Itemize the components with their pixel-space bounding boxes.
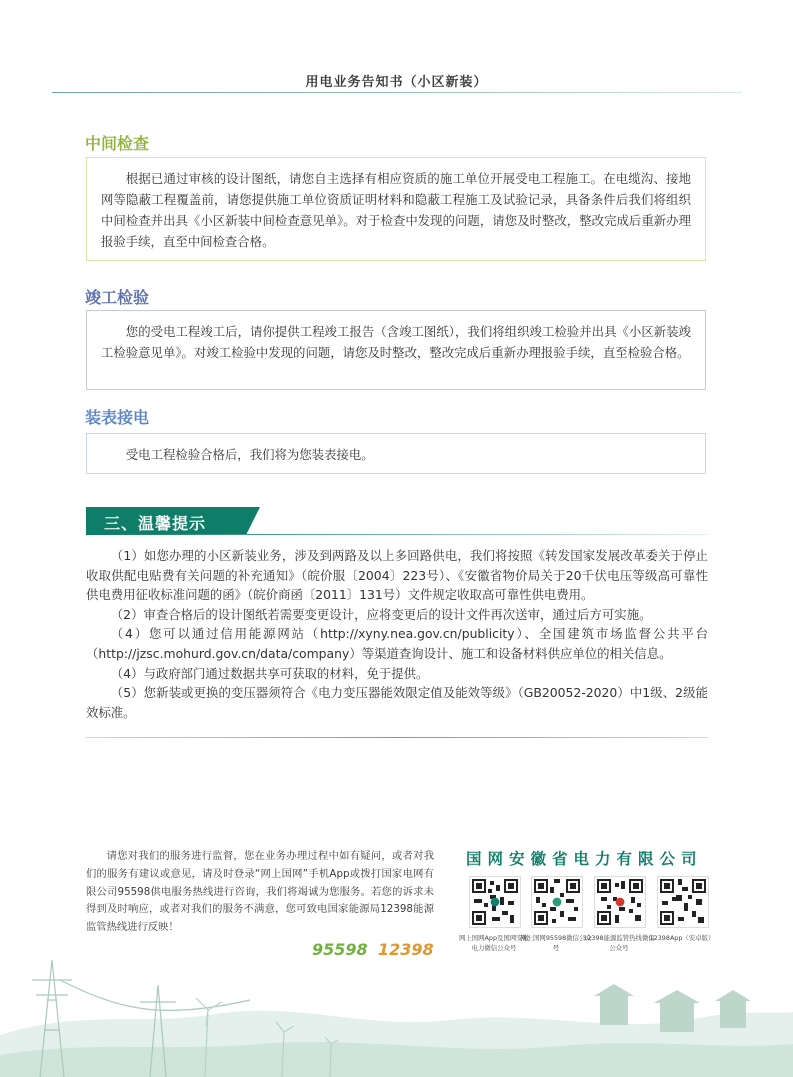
hotline-95598-number: 95598 — [312, 940, 368, 959]
qr-pattern — [532, 877, 582, 927]
tip-item: （4）您可以通过信用能源网站（http://xyny.nea.gov.cn/publicity）、全国建筑市场监督公共平台（http://jzsc.mohurd.gov.cn/data/company）等渠道查询设计、施工和设备材料供应单位的相关信息。 — [86, 626, 708, 661]
inspection-body: 根据已通过审核的设计图纸，请您自主选择有相应资质的施工单位开展受电工程施工。在电缆沟、接地网等隐蔽工程覆盖前，请您提供施工单位资质证明材料和隐蔽工程施工及试验记录，具备条件后我们将组织中间检查并出具《小区新装中间检查意见单》。对于检查中发现的问题，请您及时整改，整改完成后重新办理报验手续，直至中间检查合格。 — [101, 171, 691, 249]
hotline-12398-logo — [378, 940, 434, 962]
hotline-12398-number: 12398 — [378, 940, 434, 959]
completion-body: 您的受电工程竣工后，请你提供工程竣工报告（含竣工图纸），我们将组织竣工检验并出具《小区新装竣工检验意见单》。对竣工检验中发现的问题，请您及时整改，整改完成后重新办理报验手续，直至检验合格。 — [101, 324, 691, 360]
qr-pattern — [595, 877, 645, 927]
tip-item: （5）您新装或更换的变压器须符合《电力变压器能效限定值及能效等级》（GB20052-2020）中1级、2级能效标准。 — [86, 685, 708, 720]
metering-body: 受电工程检验合格后，我们将为您装表接电。 — [125, 447, 374, 462]
tip-item: （1）如您办理的小区新装业务，涉及到两路及以上多回路供电，我们将按照《转发国家发展改革委关于停止收取供配电贴费有关问题的补充通知》（皖价服〔2004〕223号）、《安徽省物价局关于20千伏电压等级高可靠性供电费用征收标准问题的函》（皖价商函〔2011〕131号）文件规定收取高可靠性供电费用。 — [86, 548, 708, 603]
tip-item: （4）与政府部门通过数据共享可获取的材料，免于提供。 — [110, 665, 429, 681]
completion-box — [86, 310, 706, 390]
qr-pattern — [470, 877, 520, 927]
qr-caption: 网上国网95598微信公众号 — [520, 934, 592, 952]
qr-pattern — [658, 877, 708, 927]
tips-banner — [86, 507, 260, 535]
qr-code-icon — [657, 876, 709, 928]
qr-code-icon — [594, 876, 646, 928]
tip-item: （2）审查合格后的设计图纸若需要变更设计，应将变更后的设计文件再次送审，通过后方可实施。 — [110, 606, 652, 622]
document-title: 用电业务告知书（小区新装） — [305, 75, 488, 90]
company-name: 国网安徽省电力有限公司 — [466, 850, 703, 868]
header-divider — [52, 92, 742, 93]
qr-code-icon — [531, 876, 583, 928]
qr-code-icon — [469, 876, 521, 928]
inspection-box — [86, 157, 706, 261]
tips-list — [86, 546, 708, 722]
hotline-95598-logo — [312, 940, 368, 962]
tips-heading: 三、温馨提示 — [104, 514, 207, 533]
qr-caption: 12398App（安卓版） — [649, 934, 715, 942]
qr-caption: 12398能源监管热线微信公众号 — [583, 934, 655, 952]
metering-box — [86, 433, 706, 474]
supervision-notice-text: 请您对我们的服务进行监督，您在业务办理过程中如有疑问，或者对我们的服务有建议或意见，请及时登录“网上国网”手机App或拨打国家电网有限公司95598供电服务热线进行咨询，我们将竭诚为您服务。若您的诉求未得到及时响应，或者对我们的服务不满意，您可致电国家能源局12398能源监管热线进行反映！ — [86, 850, 434, 934]
metering-heading: 装表接电 — [85, 408, 150, 427]
content-bottom-divider — [86, 737, 708, 738]
qr-caption: 网上国网App及国网安徽电力微信公众号 — [458, 934, 529, 952]
supervision-notice — [86, 848, 434, 937]
inspection-heading: 中间检查 — [85, 134, 150, 153]
tips-divider — [86, 534, 708, 535]
completion-heading: 竣工检验 — [85, 288, 150, 307]
